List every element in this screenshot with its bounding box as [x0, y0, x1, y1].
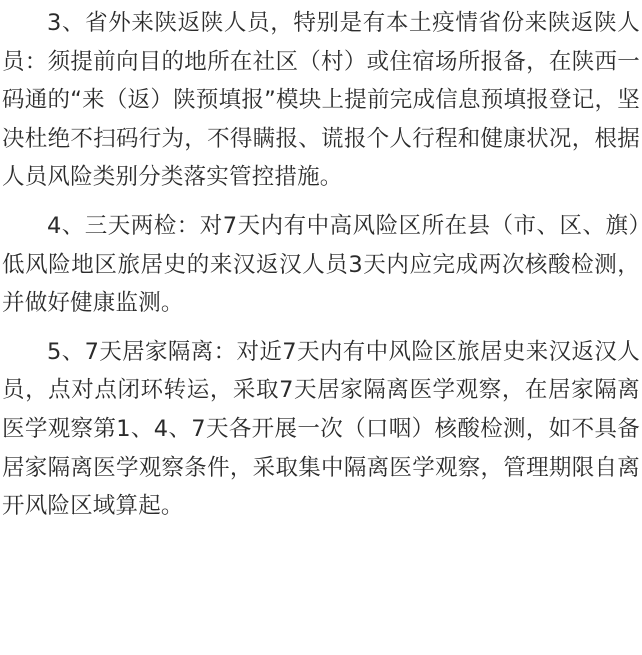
paragraph-item-5: 5、7天居家隔离：对近7天内有中风险区旅居史来汉返汉人员，点对点闭环转运，采取7天居家隔离医学观察，在居家隔离医学观察第1、4、7天各开展一次（口咽）核酸检测，如不具备居家隔离医学观察条件，采取集中隔离医学观察，管理期限自离开风险区域算起。: [2, 338, 640, 520]
paragraph-item-4: 4、三天两检：对7天内有中高风险区所在县（市、区、旗）低风险地区旅居史的来汉返汉人员3天内应完成两次核酸检测，并做好健康监测。: [2, 212, 640, 317]
paragraph-item-3: 3、省外来陕返陕人员，特别是有本土疫情省份来陕返陕人员：须提前向目的地所在社区（村）或住宿场所报备，在陕西一码通的“来（返）陕预填报”模块上提前完成信息预填报登记，坚决杜绝不扫码行为，不得瞒报、谎报个人行程和健康状况，根据人员风险类别分类落实管控措施。: [2, 10, 640, 191]
